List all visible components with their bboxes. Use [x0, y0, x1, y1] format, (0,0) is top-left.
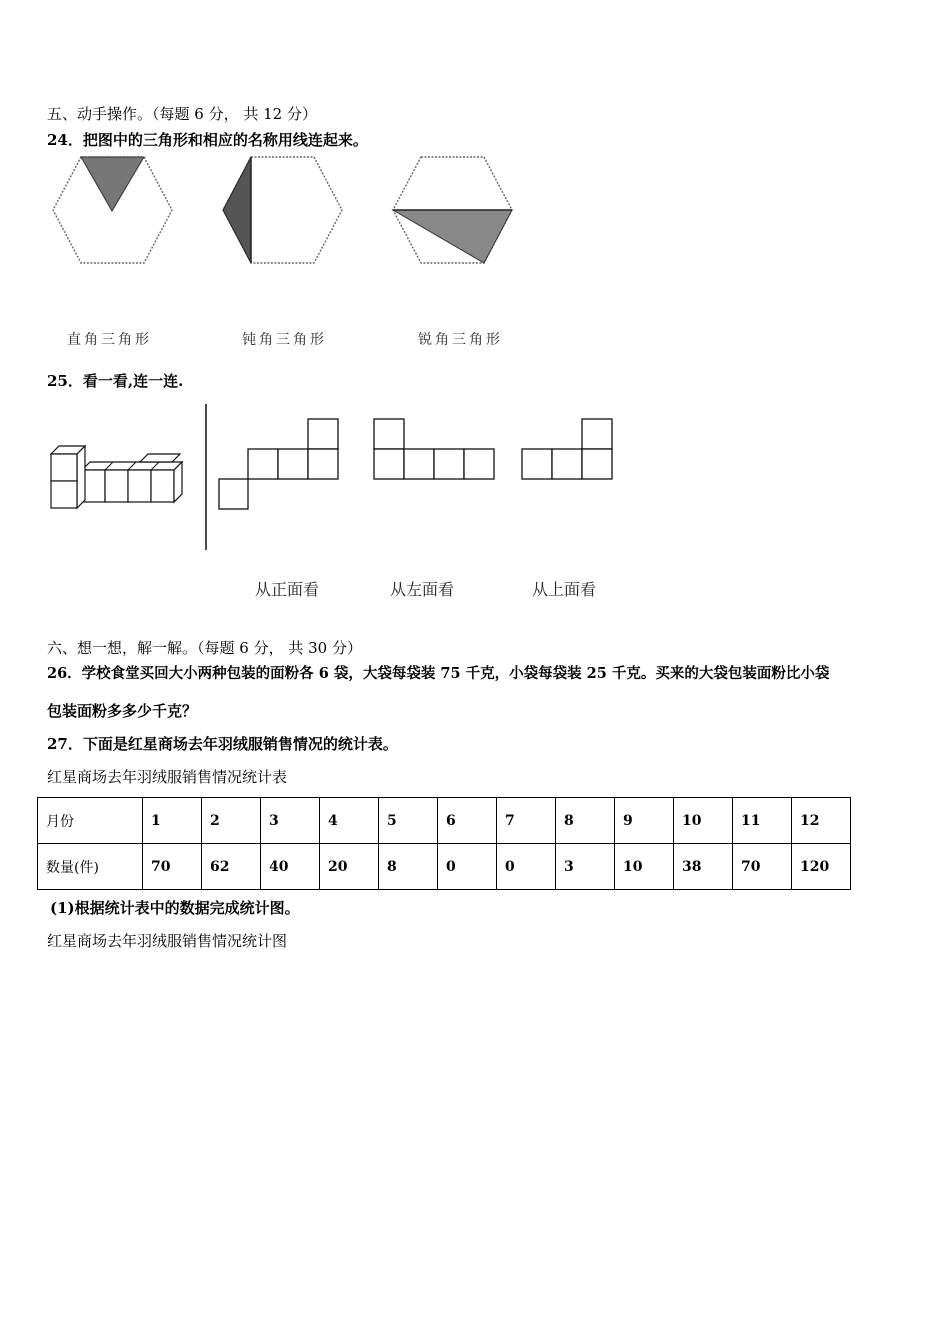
view-option-3 [521, 418, 615, 482]
table-cell-month: 2 [202, 798, 261, 844]
hexagon-figure-right-triangle [50, 155, 175, 265]
question-27-text: 27．下面是红星商场去年羽绒服销售情况的统计表。 [47, 735, 398, 753]
table-cell-month: 11 [733, 798, 792, 844]
table-header-month: 月份 [38, 798, 143, 844]
table-cell-month: 1 [143, 798, 202, 844]
cube-assembly-figure [48, 445, 188, 515]
label-right-triangle: 直角三角形 [67, 332, 152, 348]
table-cell-quantity: 40 [261, 844, 320, 890]
table-cell-quantity: 0 [497, 844, 556, 890]
section-6-heading: 六、想一想，解一解。（每题 6 分， 共 30 分） [47, 639, 362, 657]
section-5-heading: 五、动手操作。（每题 6 分， 共 12 分） [47, 105, 317, 123]
table-header-quantity: 数量(件) [38, 844, 143, 890]
table-cell-month: 9 [615, 798, 674, 844]
question-26-line-1: 26．学校食堂买回大小两种包装的面粉各 6 袋，大袋每袋装 75 千克，小袋每袋装 25 千克。买来的大袋包装面粉比小袋 [47, 665, 830, 682]
hexagon-figure-acute-triangle [390, 155, 515, 265]
table-cell-month: 5 [379, 798, 438, 844]
hexagon-figure-obtuse-triangle [220, 155, 345, 265]
chart-title: 红星商场去年羽绒服销售情况统计图 [47, 932, 288, 950]
table-cell-month: 10 [674, 798, 733, 844]
table-cell-quantity: 0 [438, 844, 497, 890]
sub-question-1: (1)根据统计表中的数据完成统计图。 [50, 899, 300, 917]
table-cell-quantity: 70 [733, 844, 792, 890]
question-24-text: 24．把图中的三角形和相应的名称用线连起来。 [47, 131, 368, 149]
table-title: 红星商场去年羽绒服销售情况统计表 [47, 768, 288, 786]
label-acute-triangle: 锐角三角形 [418, 332, 503, 348]
divider-line [204, 404, 208, 550]
question-25-text: 25．看一看,连一连. [47, 372, 184, 390]
table-cell-quantity: 38 [674, 844, 733, 890]
table-cell-month: 12 [792, 798, 851, 844]
view-option-1 [218, 418, 342, 512]
table-cell-quantity: 3 [556, 844, 615, 890]
view-label-left: 从左面看 [390, 580, 455, 599]
table-cell-quantity: 62 [202, 844, 261, 890]
table-cell-month: 8 [556, 798, 615, 844]
table-row-months [38, 798, 851, 844]
view-label-top: 从上面看 [532, 580, 597, 599]
view-option-2 [373, 418, 497, 482]
table-cell-month: 7 [497, 798, 556, 844]
label-obtuse-triangle: 钝角三角形 [242, 332, 327, 348]
table-cell-quantity: 10 [615, 844, 674, 890]
table-cell-quantity: 20 [320, 844, 379, 890]
table-cell-month: 6 [438, 798, 497, 844]
table-cell-month: 3 [261, 798, 320, 844]
question-26-line-2: 包装面粉多多少千克？ [47, 702, 198, 720]
view-label-front: 从正面看 [255, 580, 320, 599]
table-cell-quantity: 8 [379, 844, 438, 890]
table-cell-quantity: 70 [143, 844, 202, 890]
sales-table [37, 797, 851, 890]
table-cell-quantity: 120 [792, 844, 851, 890]
table-cell-month: 4 [320, 798, 379, 844]
table-row-quantities [38, 844, 851, 890]
